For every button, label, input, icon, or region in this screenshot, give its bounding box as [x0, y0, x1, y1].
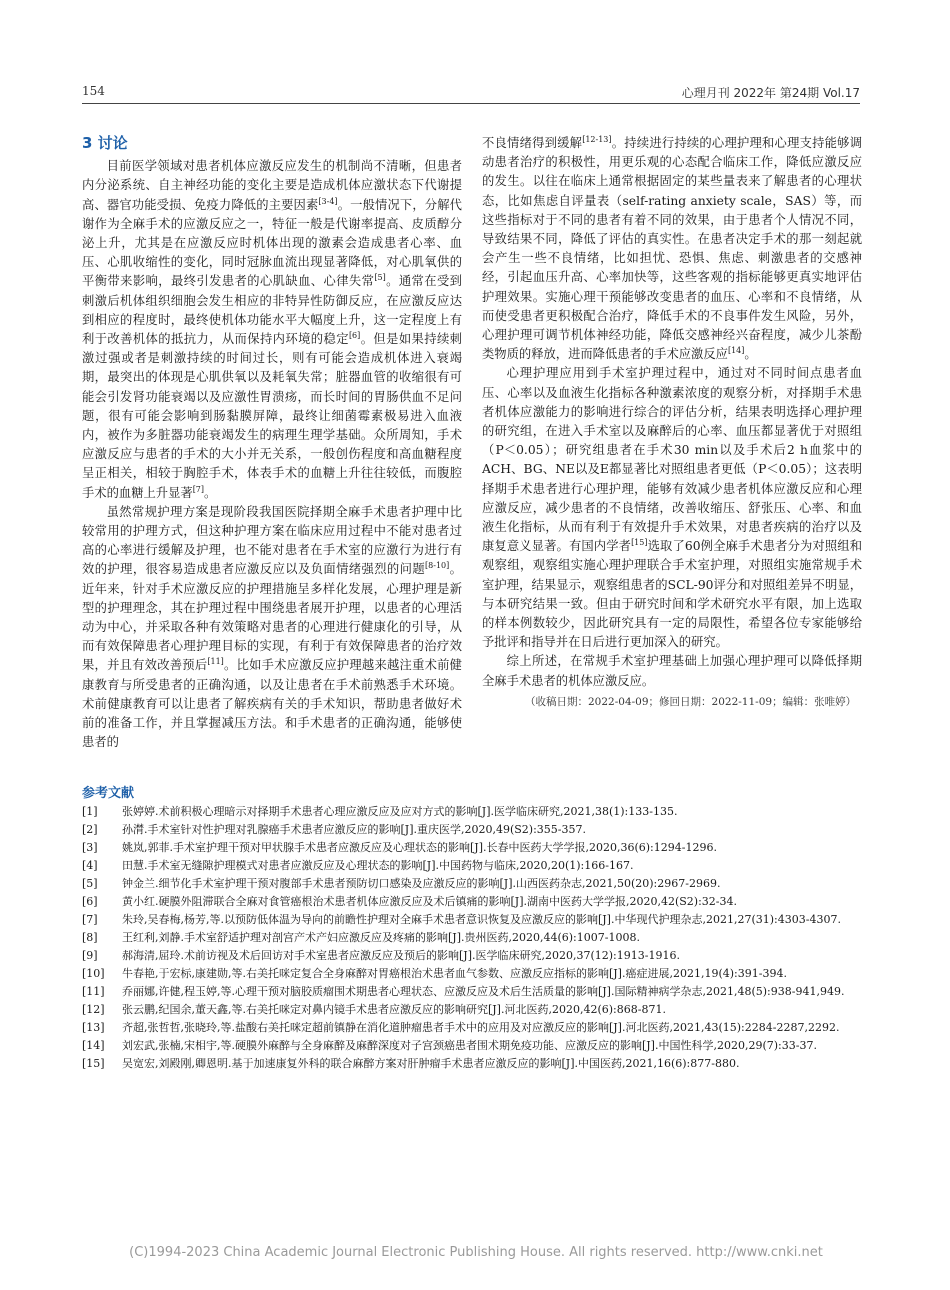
journal-issue: 心理月刊 2022年 第24期 Vol.17: [681, 86, 860, 100]
paragraph: 不良情绪得到缓解[12-13]。持续进行持续的心理护理和心理支持能够调动患者治疗的积极性，用更乐观的心态配合临床工作，降低应激反应的发生。以往在临床上通常根据固定的某些量表来了解患者的心理状态，比如焦虑自评量表（self-rating anxiety scale，SAS）等，而这些指标对于不同的患者有着不同的效果，由于患者个人情况不同，导致结果不同，降低了评估的真实性。在患者决定手术的那一刻起就会产生一些不良情绪，比如担忧、恐惧、焦虑、刺激患者的交感神经，引起血压升高、心率加快等，这些客观的指标能够更真实地评估护理效果。实施心理干预能够改变患者的血压、心率和不良情绪，从而使受患者更积极配合治疗，降低手术的不良事件发生风险，另外，心理护理可调节机体神经功能，降低交感神经兴奋程度，减少儿茶酚类物质的释放，进而降低患者的手术应激反应[14]。: [482, 134, 862, 362]
reference-item: [82, 803, 860, 821]
header-rule: [82, 103, 860, 104]
reference-text: 齐超,张哲哲,张晓玲,等.盐酸右美托咪定超前镇静在消化道肿瘤患者手术中的应用及对应激反应的影响[J].河北医药,2021,43(15):2284-2287,2292.: [122, 1021, 840, 1034]
reference-text: 张婷婷.术前积极心理暗示对择期手术患者心理应激反应及应对方式的影响[J].医学临床研究,2021,38(1):133-135.: [122, 805, 678, 818]
reference-item: [82, 983, 860, 1001]
reference-text: 姚岚,郭菲.手术室护理干预对甲状腺手术患者应激反应及心理状态的影响[J].长春中医药大学学报,2020,36(6):1294-1296.: [122, 841, 717, 854]
reference-item: [82, 1019, 860, 1037]
paragraph: 目前医学领域对患者机体应激反应发生的机制尚不清晰，但患者内分泌系统、自主神经功能的变化主要是造成机体应激状态下代谢提高、器官功能受损、免疫力降低的主要因素[3-4]。一般情况下，分解代谢作为全麻手术的应激反应之一，特征一般是代谢率提高、皮质醇分泌上升，尤其是在应激反应时机体出现的激素会造成患者心率、血压、心肌收缩性的变化，同时冠脉血流出现显著降低，对心肌氧供的平衡带来影响，最终引发患者的心肌缺血、心律失常[5]。通常在受到刺激后机体组织细胞会发生相应的非特异性防御反应，在应激反应达到相应的程度时，最终使机体功能水平大幅度上升，这一定程度上有利于改善机体的抵抗力，从而保持内环境的稳定[6]。但是如果持续刺激过强或者是刺激持续的时间过长，则有可能会造成机体进入衰竭期，最突出的体现是心肌供氧以及耗氧失常；脏器血管的收缩很有可能会引发肾功能衰竭以及应激性胃溃疡，而长时间的胃肠供血不足问题，很有可能会影响到肠黏膜屏障，最终让细菌霉素极易进入血液内，被作为多脏器功能衰竭发生的病理生理学基础。众所周知，手术应激反应与患者的手术的大小并无关系，一般创伤程度和高血糖程度呈正相关，相较于胸腔手术，体表手术的血糖上升往往较低，而腹腔手术的血糖上升显著[7]。: [82, 159, 462, 500]
reference-item: [82, 839, 860, 857]
left-column: [82, 134, 462, 753]
reference-number: [12]: [82, 1003, 105, 1016]
reference-number: [13]: [82, 1021, 105, 1034]
reference-number: [15]: [82, 1057, 105, 1070]
reference-item: [82, 911, 860, 929]
reference-item: [82, 965, 860, 983]
section-title: 3 讨论: [82, 134, 128, 152]
reference-text: 吴宽宏,刘殿刚,卿恩明.基于加速康复外科的联合麻醉方案对肝肿瘤手术患者应激反应的影响[J].中国医药,2021,16(6):877-880.: [122, 1057, 740, 1070]
reference-number: [7]: [82, 913, 98, 926]
article-dates: （收稿日期：2022-04-09；修回日期：2022-11-09；编辑：张唯婷）: [525, 695, 857, 708]
reference-number: [8]: [82, 931, 98, 944]
references-list: [82, 803, 860, 1073]
reference-text: 乔丽娜,许健,程玉婷,等.心理干预对脑胶质瘤围术期患者心理状态、应激反应及术后生活质量的影响[J].国际精神病学杂志,2021,48(5):938-941,949.: [122, 985, 845, 998]
copyright-footer: (C)1994-2023 China Academic Journal Electronic Publishing House. All rights reserved. http://www.cnki.net: [129, 1245, 823, 1260]
paragraph: 心理护理应用到手术室护理过程中，通过对不同时间点患者血压、心率以及血液生化指标各种激素浓度的观察分析，对择期手术患者机体应激能力的影响进行综合的评估分析，结果表明选择心理护理的研究组，在进入手术室以及麻醉后的心率、血压都显著优于对照组（P＜0.05）；研究组患者在手术30 min以及手术后2 h血浆中的ACH、BG、NE以及E都显著比对照组患者更低（P＜0.05）；这表明择期手术患者进行心理护理，能够有效减少患者机体应激反应和心理应激反应，减少患者的不良情绪，改善收缩压、舒张压、心率、和血液生化指标，从而有利于有效提升手术效果，对患者疾病的治疗以及康复意义显著。有国内学者[15]选取了60例全麻手术患者分为对照组和观察组，观察组实施心理护理联合手术室护理，对照组实施常规手术室护理，结果显示，观察组患者的SCL-90评分和对照组差异不明显，与本研究结果一致。但由于研究时间和学术研究水平有限，加上选取的样本例数较少，因此研究具有一定的局限性，希望各位专家能够给予批评和指导并在日后进行更加深入的研究。: [482, 366, 862, 650]
reference-item: [82, 947, 860, 965]
reference-item: [82, 821, 860, 839]
reference-number: [2]: [82, 823, 98, 836]
reference-number: [3]: [82, 841, 98, 854]
reference-item: [82, 1037, 860, 1055]
paragraph: 虽然常规护理方案是现阶段我国医院择期全麻手术患者护理中比较常用的护理方式，但这种护理方案在临床应用过程中不能对患者过高的心率进行缓解及护理，也不能对患者在手术室的应激行为进行有效的护理，很容易造成患者应激反应以及负面情绪强烈的问题[8-10]。近年来，针对手术应激反应的护理措施呈多样化发展，心理护理是新型的护理理念，其在护理过程中围绕患者展开护理，以患者的心理活动为中心，并采取各种有效策略对患者的心理进行健康化的引导，从而有效保障患者心理护理目标的实现，有利于有效保障患者的治疗效果，并且有效改善预后[11]。比如手术应激反应护理越来越注重术前健康教育与所受患者的正确沟通，以及让患者在手术前熟悉手术环境。术前健康教育可以让患者了解疾病有关的手术知识，帮助患者做好术前的准备工作，并且掌握减压方法。和手术患者的正确沟通，能够使患者的: [82, 504, 462, 750]
right-column: [482, 134, 862, 712]
reference-number: [11]: [82, 985, 105, 998]
reference-number: [1]: [82, 805, 98, 818]
page-header: [82, 84, 860, 104]
reference-text: 牛春艳,于宏标,康建勋,等.右美托咪定复合全身麻醉对胃癌根治术患者血气参数、应激反应指标的影响[J].癌症进展,2021,19(4):391-394.: [122, 967, 787, 980]
reference-text: 张云鹏,纪国余,董天鑫,等.右美托咪定对鼻内镜手术患者应激反应的影响研究[J].河北医药,2020,42(6):868-871.: [122, 1003, 666, 1016]
reference-text: 刘宏武,张楠,宋相宇,等.硬膜外麻醉与全身麻醉及麻醉深度对子宫颈癌患者围术期免疫功能、应激反应的影响[J].中国性科学,2020,29(7):33-37.: [122, 1039, 817, 1052]
reference-text: 王红利,刘静.手术室舒适护理对剖宫产术产妇应激反应及疼痛的影响[J].贵州医药,2020,44(6):1007-1008.: [122, 931, 640, 944]
reference-number: [10]: [82, 967, 105, 980]
reference-text: 孙潸.手术室针对性护理对乳腺癌手术患者应激反应的影响[J].重庆医学,2020,49(S2):355-357.: [122, 823, 586, 836]
reference-text: 钟金兰.细节化手术室护理干预对腹部手术患者预防切口感染及应激反应的影响[J].山西医药杂志,2021,50(20):2967-2969.: [122, 877, 721, 890]
reference-item: [82, 1001, 860, 1019]
reference-text: 田慧.手术室无缝隙护理模式对患者应激反应及心理状态的影响[J].中国药物与临床,2020,20(1):166-167.: [122, 859, 634, 872]
reference-item: [82, 875, 860, 893]
paragraph: 综上所述，在常规手术室护理基础上加强心理护理可以降低择期全麻手术患者的机体应激反应。: [482, 654, 862, 688]
reference-number: [9]: [82, 949, 98, 962]
reference-text: 郝海清,屈玲.术前访视及术后回访对手术室患者应激反应及预后的影响[J].医学临床研究,2020,37(12):1913-1916.: [122, 949, 680, 962]
reference-text: 朱玲,吴春梅,杨芳,等.以预防低体温为导向的前瞻性护理对全麻手术患者意识恢复及应激反应的影响[J].中华现代护理杂志,2021,27(31):4303-4307.: [122, 913, 841, 926]
reference-text: 黄小红.硬膜外阻滞联合全麻对食管癌根治术患者机体应激反应及术后镇痛的影响[J].湖南中医药大学学报,2020,42(S2):32-34.: [122, 895, 737, 908]
reference-number: [6]: [82, 895, 98, 908]
reference-number: [5]: [82, 877, 98, 890]
reference-item: [82, 1055, 860, 1073]
reference-item: [82, 857, 860, 875]
reference-number: [4]: [82, 859, 98, 872]
page-number: 154: [82, 84, 105, 98]
reference-number: [14]: [82, 1039, 105, 1052]
reference-item: [82, 893, 860, 911]
references-title: 参考文献: [82, 786, 135, 801]
reference-item: [82, 929, 860, 947]
